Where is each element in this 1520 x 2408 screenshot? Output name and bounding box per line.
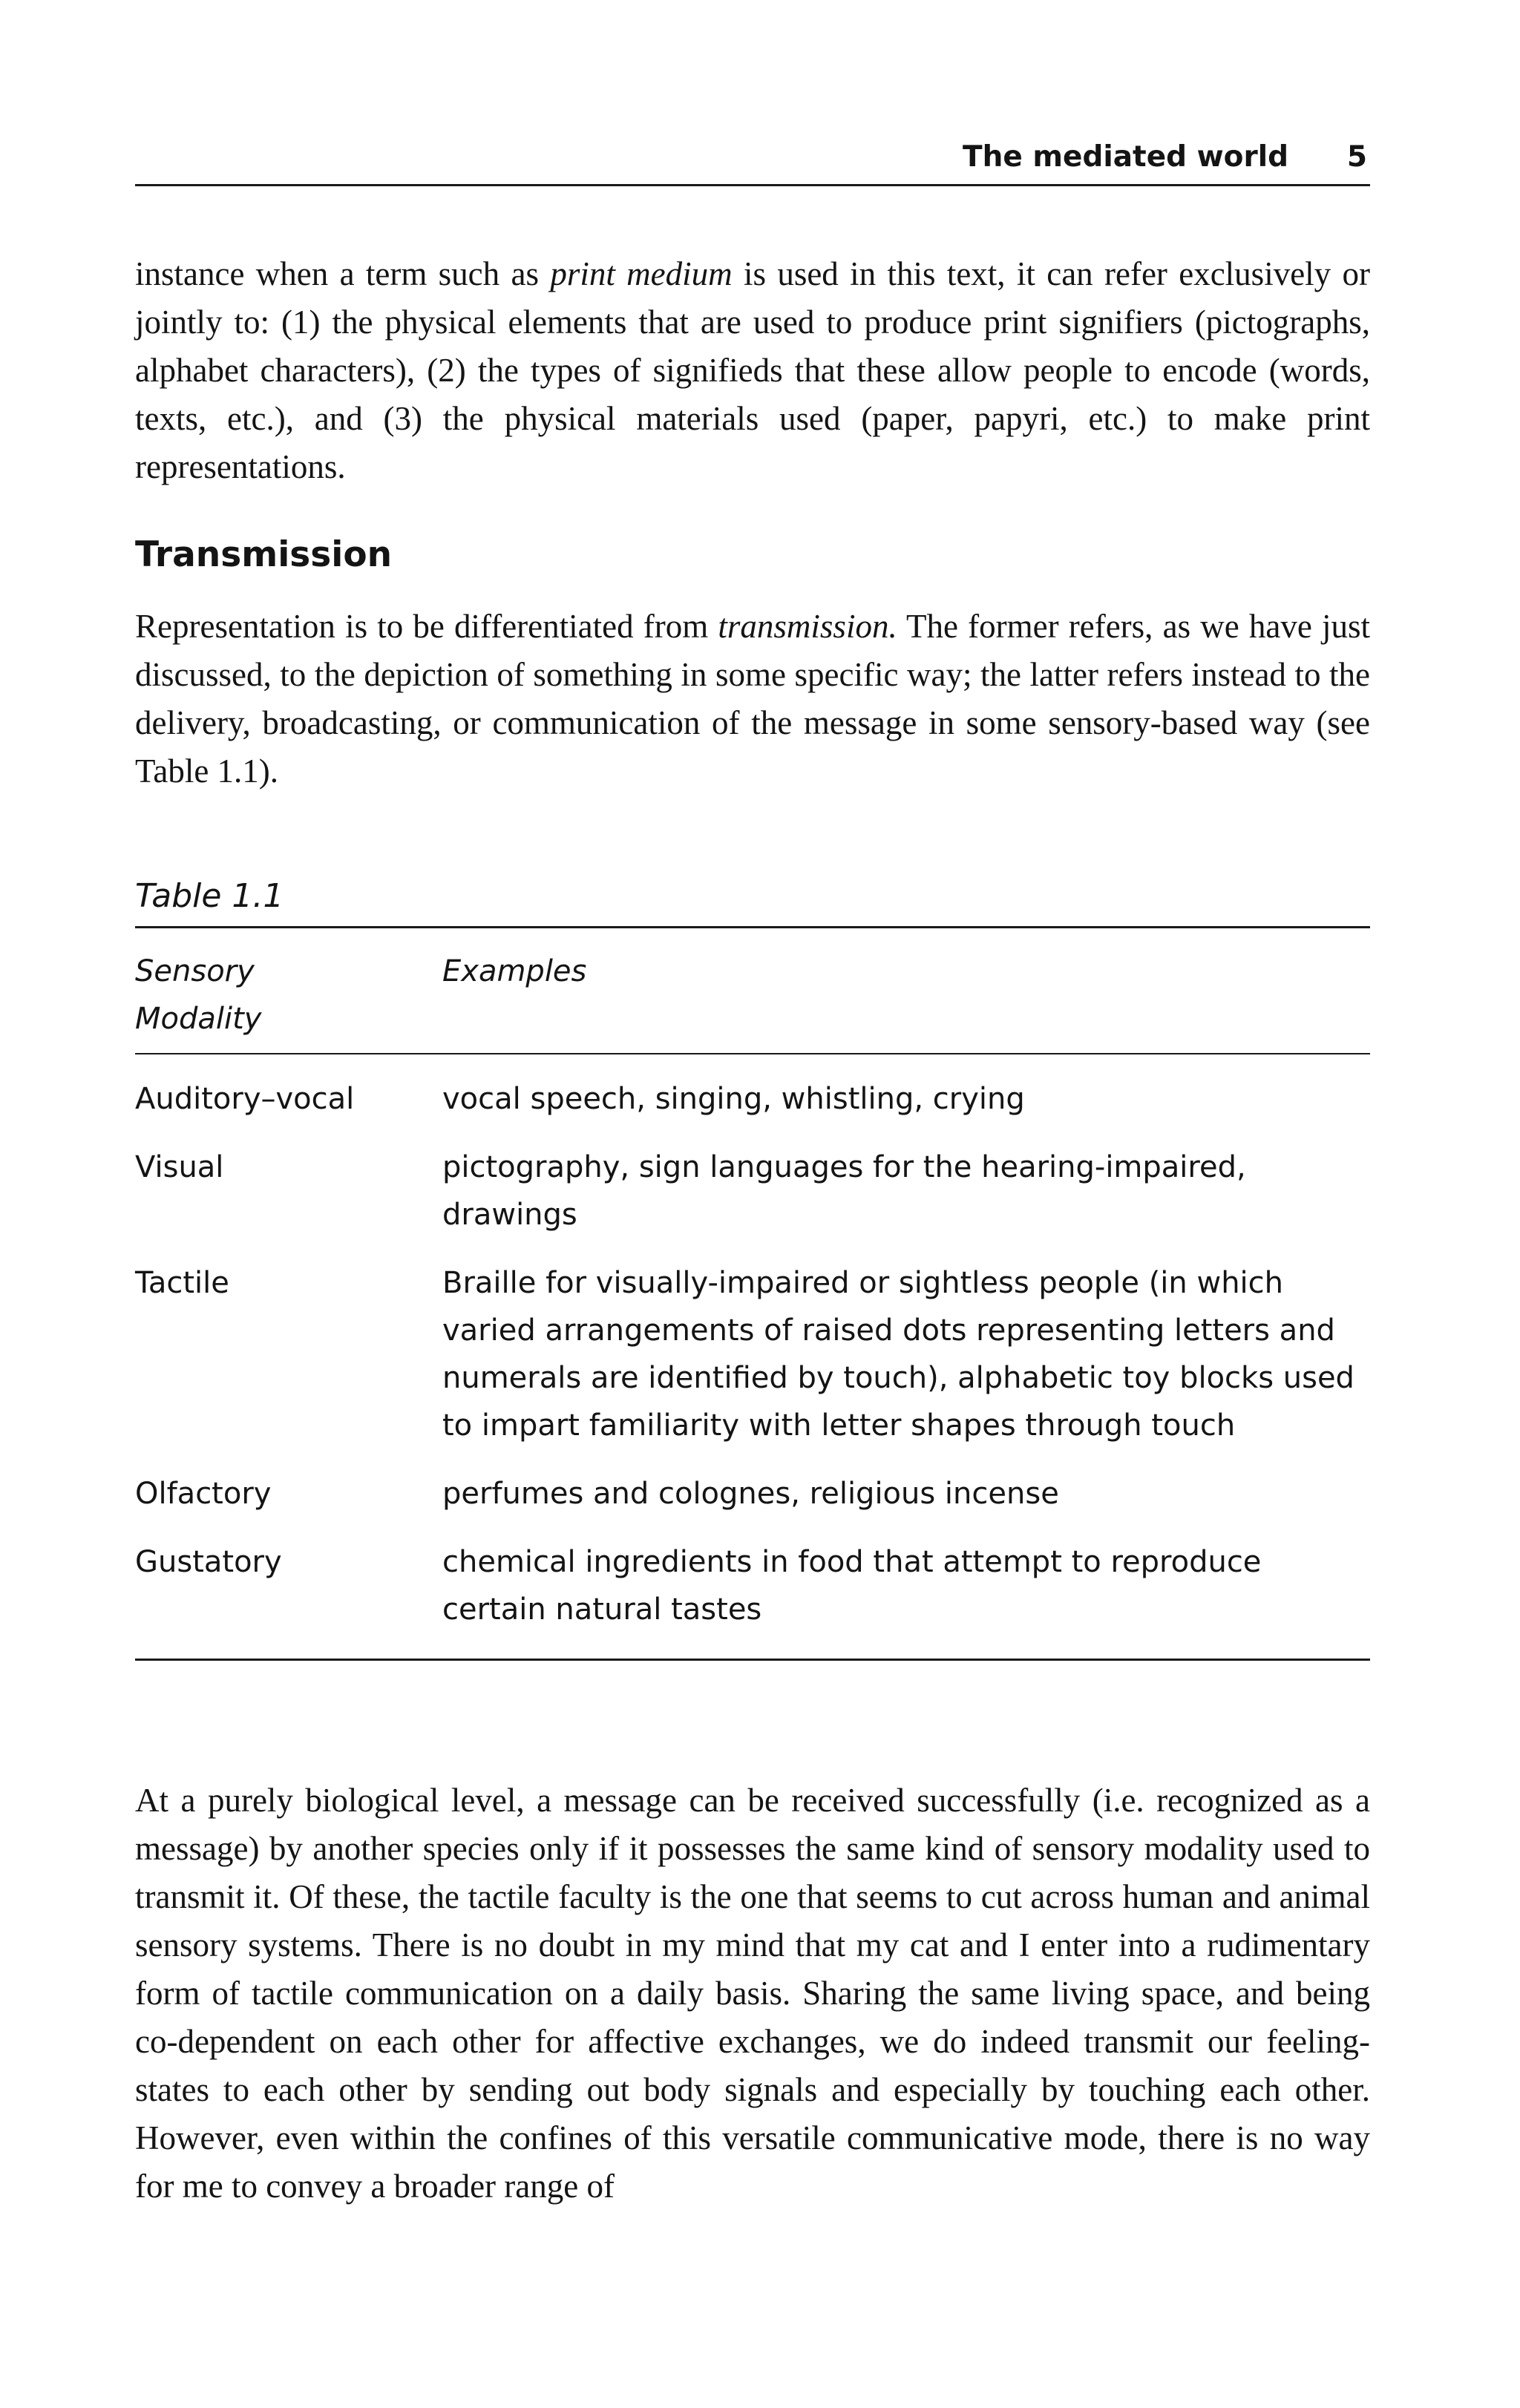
sensory-modality-table — [135, 926, 1370, 1661]
running-head — [135, 132, 1370, 186]
header-examples: Examples — [442, 954, 587, 988]
table-row — [135, 1123, 1370, 1239]
row-modality: Gustatory — [135, 1545, 282, 1579]
paragraph-print-medium — [135, 250, 1370, 491]
row-modality: Tactile — [135, 1266, 229, 1300]
table-header-row — [135, 928, 1370, 1054]
row-modality: Olfactory — [135, 1477, 272, 1511]
paragraph-biological-level: At a purely biological level, a message can be received successfully (i.e. recognized as a message) by another species only if it possesses the same kind of sensory modality used to transmit it. Of these, the tactile faculty is the one that seems to cut across human and animal sensory systems. There is no doubt in my mind that my cat and I enter into a rudimentary form of tactile communication on a daily basis. Sharing the same living space, and being co-dependent on each other for affective exchanges, we do indeed transmit our feeling-states to each other by sending out body signals and especially by touching each other. However, even within the confines of this versatile communicative mode, there is no way for me to convey a broader range of — [135, 1782, 1370, 2205]
header-col1-line2: Modality — [135, 1002, 262, 1036]
running-head-title: The mediated world — [962, 140, 1288, 174]
table-row — [135, 1054, 1370, 1123]
row-examples: Braille for visually-impaired or sightless people (in which varied arrangements of raised dots representing letters and numerals are identified by touch), alphabetic toy blocks used to impart familiarity with letter shapes through touch — [442, 1266, 1354, 1443]
para2-text-start: Representation is to be differentiated from — [135, 608, 718, 645]
header-col1-line1: Sensory — [135, 954, 255, 988]
paragraph-transmission — [135, 603, 1370, 795]
para1-emphasis: print medium — [550, 255, 733, 292]
para2-text-end: The former refers, as we have just discussed, to the depiction of something in some specific way; the latter refers instead to the delivery, broadcasting, or communication of the message in some sensory-based way (see Table 1.1). — [135, 608, 1370, 790]
para1-text-start: instance when a term such as — [135, 255, 551, 292]
row-examples: perfumes and colognes, religious incense — [442, 1477, 1059, 1511]
para1-text-end: is used in this text, it can refer exclusively or jointly to: (1) the physical elements that are used to produce print signifiers (pictographs, alphabet characters), (2) the types of signifieds that these allow people to encode (words, texts, etc.), and (3) the physical materials used (paper, papyri, etc.) to make print representations. — [135, 255, 1370, 485]
row-modality: Visual — [135, 1150, 224, 1184]
row-examples: chemical ingredients in food that attempt to reproduce certain natural tastes — [442, 1545, 1262, 1627]
row-examples: vocal speech, singing, whistling, crying — [442, 1082, 1025, 1116]
section-heading-transmission: Transmission — [135, 534, 393, 575]
page-number: 5 — [1346, 140, 1367, 174]
table-caption: Table 1.1 — [135, 877, 284, 915]
row-examples: pictography, sign languages for the hearing-impaired, drawings — [442, 1150, 1246, 1232]
para2-emphasis: transmission. — [718, 608, 897, 645]
table-row — [135, 1518, 1370, 1659]
table-row — [135, 1239, 1370, 1449]
row-modality: Auditory–vocal — [135, 1082, 355, 1116]
table-row — [135, 1449, 1370, 1518]
header-sensory-modality — [135, 948, 442, 1043]
